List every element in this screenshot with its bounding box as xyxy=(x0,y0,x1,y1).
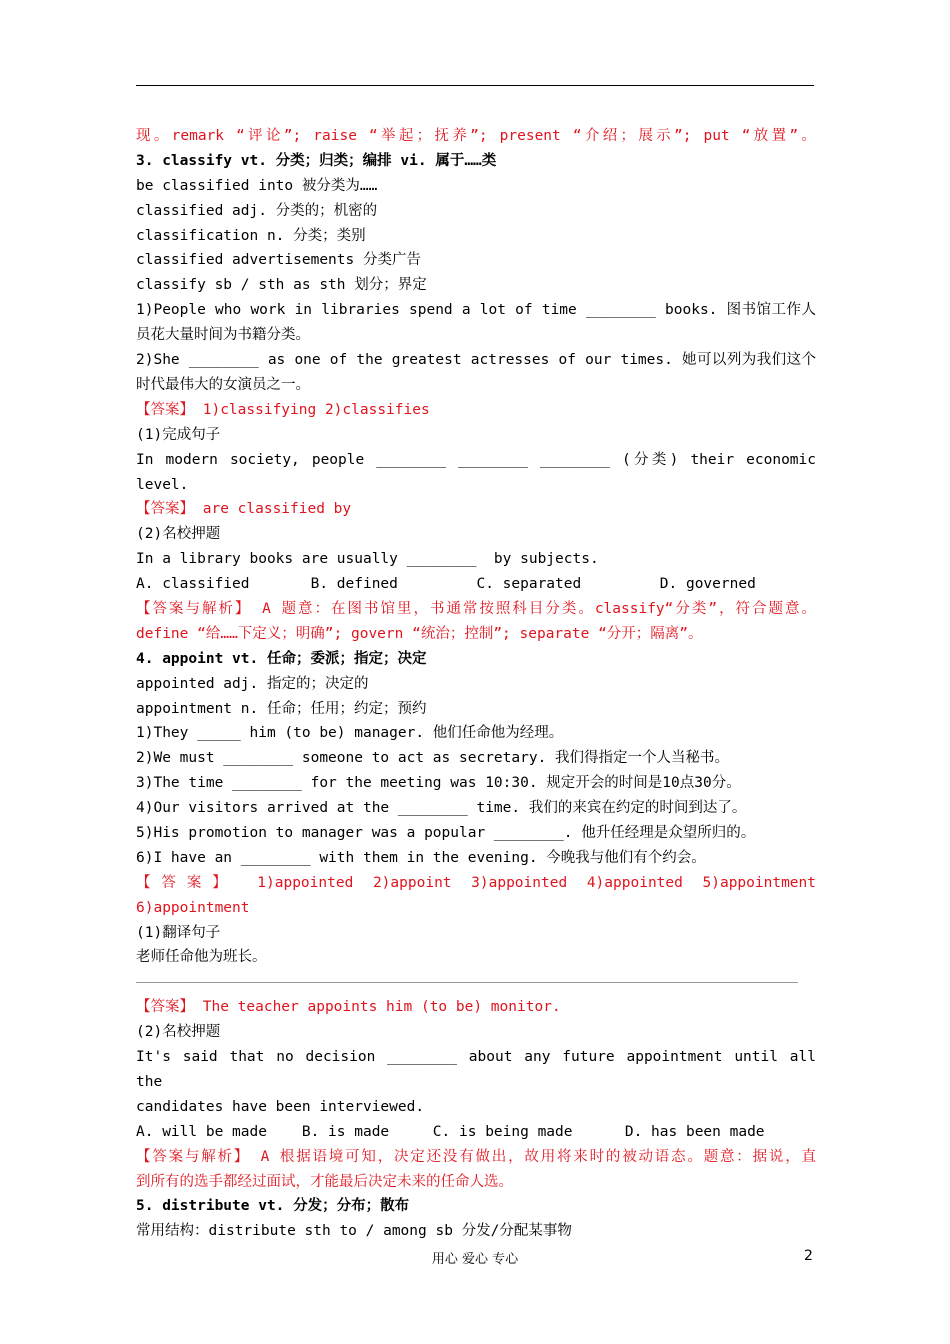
answer-line: 【答案】 are classified by xyxy=(136,501,352,518)
footer-motto: 用心 爱心 专心 xyxy=(431,1252,519,1267)
text-line: appointed adj. 指定的；决定的 xyxy=(136,675,369,692)
text-line: appointment n. 任命；任用；约定；预约 xyxy=(136,700,427,717)
answer-line: 【答案与解析】 A 题意：在图书馆里，书通常按照科目分类。classify“分类”，符合题意。 xyxy=(136,600,816,617)
text-line: candidates have been interviewed. xyxy=(136,1098,425,1115)
text-line: 常用结构：distribute sth to / among sb 分发/分配某事物 xyxy=(136,1223,572,1240)
text-line: A. will be made B. is made C. is being made D. has been made xyxy=(136,1123,765,1140)
text-line: 2)She ________ as one of the greatest actresses of our times. 她可以列为我们这个 xyxy=(136,352,816,369)
text-line: 1)They _____ him (to be) manager. 他们任命他为经理。 xyxy=(136,725,564,742)
text-line: It's said that no decision ________ about any future appointment until all the xyxy=(136,1049,816,1090)
document-body xyxy=(136,124,816,1244)
text-line: In modern society, people ________ ________ ________ (分类) their economic xyxy=(136,451,816,468)
answer-line: 【答案】 The teacher appoints him (to be) monitor. xyxy=(136,999,561,1016)
text-line: (2)名校押题 xyxy=(136,1024,221,1041)
section-heading: 5. distribute vt. 分发；分布；散布 xyxy=(136,1198,410,1215)
text-line: be classified into 被分类为…… xyxy=(136,177,378,194)
text-line: classification n. 分类；类别 xyxy=(136,227,366,244)
text-line: level. xyxy=(136,476,189,493)
text-line: 2)We must ________ someone to act as secretary. 我们得指定一个人当秘书。 xyxy=(136,750,730,767)
answer-rule xyxy=(136,982,798,983)
answer-line: 【答案】 1)classifying 2)classifies xyxy=(136,401,430,418)
text-line: classify sb / sth as sth 划分；界定 xyxy=(136,277,427,294)
text-line: 4)Our visitors arrived at the ________ time. 我们的来宾在约定的时间到达了。 xyxy=(136,800,747,817)
text-line: (1)完成句子 xyxy=(136,426,221,443)
text-line: A. classified B. defined C. separated D. governed xyxy=(136,576,756,593)
text-line: 员花大量时间为书籍分类。 xyxy=(136,327,310,344)
header-rule xyxy=(136,85,814,86)
text-line: classified adj. 分类的；机密的 xyxy=(136,202,378,219)
answer-line: 6)appointment xyxy=(136,899,250,916)
answer-line: 到所有的选手都经过面试，才能最后决定未来的任命人选。 xyxy=(136,1173,513,1190)
text-line: 5)His promotion to manager was a popular ________. 他升任经理是众望所归的。 xyxy=(136,825,756,842)
section-heading: 4. appoint vt. 任命；委派；指定；决定 xyxy=(136,650,427,667)
text-line: 6)I have an ________ with them in the evening. 今晚我与他们有个约会。 xyxy=(136,849,706,866)
text-line: 老师任命他为班长。 xyxy=(136,949,267,966)
text-line: (1)翻译句子 xyxy=(136,924,221,941)
answer-blank-line xyxy=(136,970,816,995)
text-line: 3)The time ________ for the meeting was 10:30. 规定开会的时间是10点30分。 xyxy=(136,775,741,792)
section-heading: 3. classify vt. 分类；归类；编排 vi. 属于……类 xyxy=(136,152,497,169)
answer-line: 【答案】 1)appointed 2)appoint 3)appointed 4)appointed 5)appointment xyxy=(136,874,816,891)
answer-line: define “给……下定义；明确”; govern “统治；控制”; separate “分开；隔离”。 xyxy=(136,625,703,642)
text-line: In a library books are usually ________ by subjects. xyxy=(136,551,599,568)
text-line: classified advertisements 分类广告 xyxy=(136,252,421,269)
answer-line: 【答案与解析】 A 根据语境可知，决定还没有做出，故用将来时的被动语态。题意：据说，直 xyxy=(136,1148,816,1165)
answer-line: 现。remark “评论”; raise “举起；抚养”; present “介绍；展示”; put “放置”。 xyxy=(136,128,816,144)
page-number: 2 xyxy=(804,1248,813,1264)
text-line: 1)People who work in libraries spend a lot of time ________ books. 图书馆工作人 xyxy=(136,302,816,319)
text-line: (2)名校押题 xyxy=(136,526,221,543)
text-line: 时代最伟大的女演员之一。 xyxy=(136,376,310,393)
